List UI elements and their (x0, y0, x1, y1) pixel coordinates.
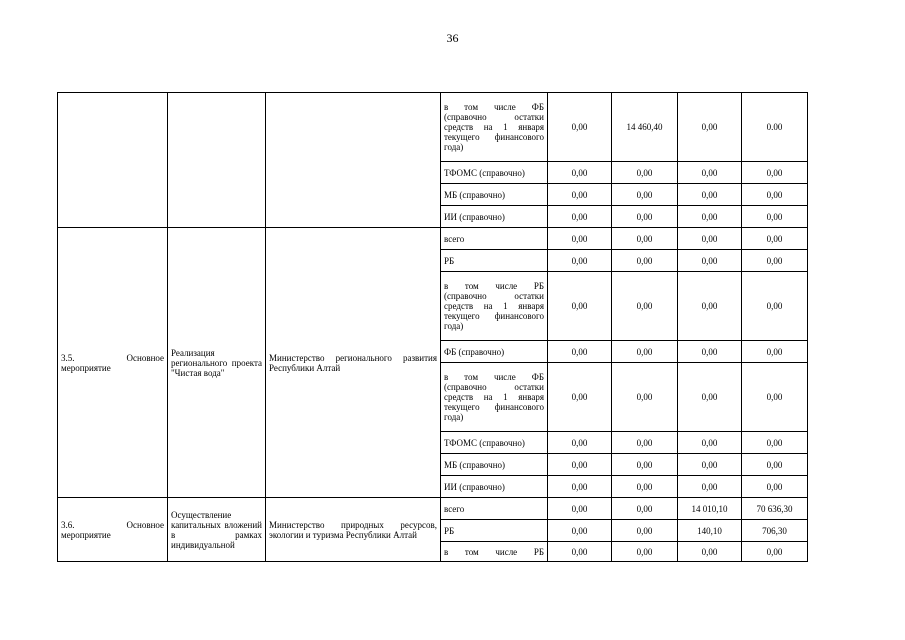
value-cell: 0,00 (742, 228, 808, 250)
source-cell: ТФОМС (справочно) (441, 432, 548, 454)
value-cell: 0,00 (742, 272, 808, 341)
value-cell: 0,00 (612, 250, 678, 272)
source-cell: МБ (справочно) (441, 184, 548, 206)
value-cell: 0,00 (612, 454, 678, 476)
executor-cell (266, 93, 441, 228)
value-cell: 140,10 (678, 520, 742, 542)
value-cell: 0,00 (548, 363, 612, 432)
value-cell: 0,00 (548, 228, 612, 250)
value-cell: 0,00 (678, 454, 742, 476)
value-cell: 0,00 (612, 272, 678, 341)
measure-number: 3.5. Основное мероприятие (58, 228, 168, 498)
value-cell: 0,00 (548, 542, 612, 562)
value-cell: 0,00 (612, 476, 678, 498)
value-cell: 0,00 (678, 363, 742, 432)
value-cell: 0,00 (612, 228, 678, 250)
value-cell: 0,00 (548, 341, 612, 363)
value-cell: 706,30 (742, 520, 808, 542)
measure-executor: Министерство регионального развития Республики Алтай (266, 228, 441, 498)
source-cell: в том числе РБ (441, 542, 548, 562)
source-cell: МБ (справочно) (441, 454, 548, 476)
value-cell: 70 636,30 (742, 498, 808, 520)
value-cell: 0.00 (742, 93, 808, 162)
value-cell: 0,00 (548, 250, 612, 272)
value-cell: 0,00 (548, 93, 612, 162)
source-cell: всего (441, 498, 548, 520)
source-cell: всего (441, 228, 548, 250)
value-cell: 0,00 (548, 498, 612, 520)
source-cell: РБ (441, 520, 548, 542)
value-cell: 0,00 (742, 250, 808, 272)
value-cell: 0,00 (548, 162, 612, 184)
table-row (58, 228, 808, 250)
value-cell: 0,00 (612, 520, 678, 542)
value-cell: 0,00 (548, 432, 612, 454)
value-cell: 0,00 (678, 272, 742, 341)
value-cell: 0,00 (742, 162, 808, 184)
value-cell: 0,00 (678, 432, 742, 454)
number-cell (58, 93, 168, 228)
value-cell: 0,00 (612, 162, 678, 184)
value-cell: 0,00 (612, 363, 678, 432)
value-cell: 0,00 (612, 206, 678, 228)
value-cell: 0,00 (678, 476, 742, 498)
value-cell: 0,00 (678, 228, 742, 250)
source-cell: ФБ (справочно) (441, 341, 548, 363)
measure-executor: Министерство природных ресурсов, экологии и туризма Республики Алтай (266, 498, 441, 562)
value-cell: 0,00 (548, 520, 612, 542)
value-cell: 0,00 (742, 341, 808, 363)
source-cell: ИИ (справочно) (441, 476, 548, 498)
value-cell: 0,00 (548, 206, 612, 228)
value-cell: 0,00 (742, 206, 808, 228)
value-cell: 0,00 (678, 341, 742, 363)
table-row (58, 93, 808, 162)
value-cell: 0,00 (742, 476, 808, 498)
value-cell: 0,00 (678, 542, 742, 562)
value-cell: 0,00 (612, 341, 678, 363)
value-cell: 0,00 (742, 184, 808, 206)
value-cell: 0,00 (742, 432, 808, 454)
page-number: 36 (446, 31, 459, 45)
value-cell: 0,00 (678, 250, 742, 272)
source-cell: РБ (441, 250, 548, 272)
value-cell: 0,00 (612, 498, 678, 520)
budget-table (57, 92, 808, 562)
source-cell: ТФОМС (справочно) (441, 162, 548, 184)
value-cell: 0,00 (612, 184, 678, 206)
value-cell: 0,00 (548, 476, 612, 498)
source-cell: в том числе РБ (справочно остатки средств на 1 января текущего финансового года) (441, 272, 548, 341)
value-cell: 0,00 (742, 363, 808, 432)
value-cell: 14 010,10 (678, 498, 742, 520)
measure-name: Реализация регионального проекта "Чистая вода" (168, 228, 266, 498)
table-row (58, 498, 808, 520)
name-cell (168, 93, 266, 228)
value-cell: 0,00 (612, 432, 678, 454)
value-cell: 0,00 (548, 272, 612, 341)
value-cell: 0,00 (742, 454, 808, 476)
value-cell: 14 460,40 (612, 93, 678, 162)
source-cell: ИИ (справочно) (441, 206, 548, 228)
value-cell: 0,00 (678, 162, 742, 184)
source-cell: в том числе ФБ (справочно остатки средств на 1 января текущего финансового года) (441, 363, 548, 432)
value-cell: 0,00 (742, 542, 808, 562)
value-cell: 0,00 (548, 184, 612, 206)
source-cell: в том числе ФБ (справочно остатки средств на 1 января текущего финансового года) (441, 93, 548, 162)
value-cell: 0,00 (678, 93, 742, 162)
value-cell: 0,00 (678, 184, 742, 206)
value-cell: 0,00 (678, 206, 742, 228)
measure-name: Осуществление капитальных вложений в рамках индивидуальной (168, 498, 266, 562)
value-cell: 0,00 (612, 542, 678, 562)
value-cell: 0,00 (548, 454, 612, 476)
measure-number: 3.6. Основное мероприятие (58, 498, 168, 562)
